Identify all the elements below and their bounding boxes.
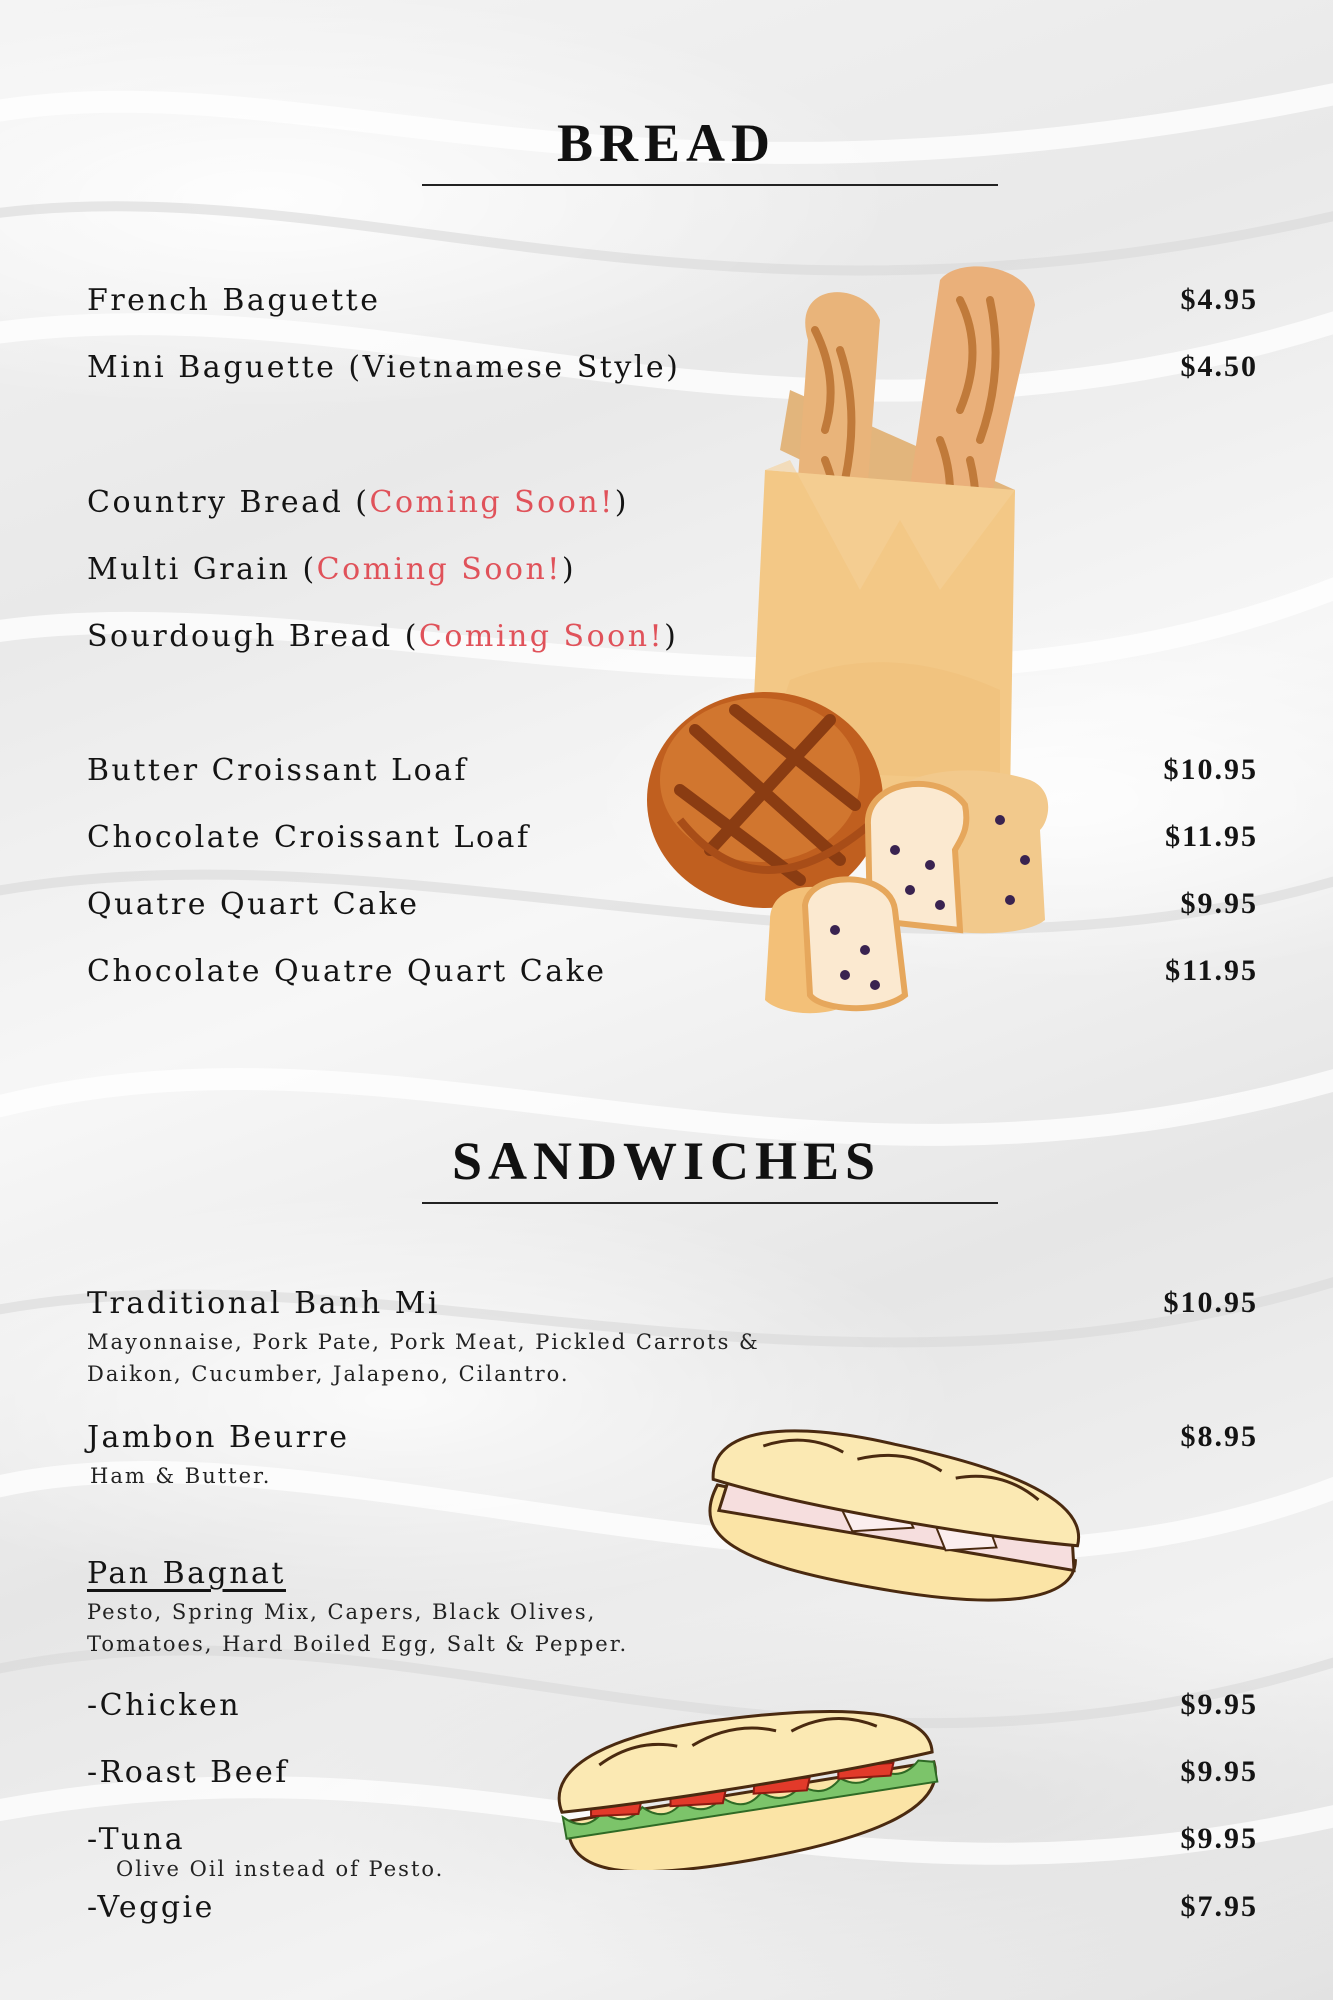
sandwich-option-name: -Chicken xyxy=(87,1688,242,1723)
bread-title-rule xyxy=(422,184,998,186)
bread-item-name: Mini Baguette (Vietnamese Style) xyxy=(87,350,681,385)
sandwich-description: Daikon, Cucumber, Jalapeno, Cilantro. xyxy=(87,1362,570,1386)
bread-illustration xyxy=(640,260,1060,1050)
bread-item-name: Chocolate Croissant Loaf xyxy=(87,820,531,855)
ham-sandwich-illustration xyxy=(685,1425,1105,1605)
bread-item-price: $9.95 xyxy=(1180,887,1258,920)
sandwich-option-price: $9.95 xyxy=(1180,1755,1258,1788)
sandwich-option-note: Olive Oil instead of Pesto. xyxy=(116,1857,445,1881)
bread-item-name: Multi Grain (Coming Soon!) xyxy=(87,552,577,587)
round-loaf-illustration xyxy=(647,692,883,908)
sandwich-name: Jambon Beurre xyxy=(87,1420,350,1455)
bread-item-name: Butter Croissant Loaf xyxy=(87,753,469,788)
bread-item-name: Chocolate Quatre Quart Cake xyxy=(87,954,607,989)
coming-soon-label: Coming Soon! xyxy=(418,619,665,654)
sandwich-price: $10.95 xyxy=(1163,1286,1258,1319)
sandwich-description: Pesto, Spring Mix, Capers, Black Olives, xyxy=(87,1600,597,1624)
sandwiches-section-title: SANDWICHES xyxy=(451,1131,882,1191)
sandwich-option-price: $9.95 xyxy=(1180,1822,1258,1855)
sandwich-option-price: $9.95 xyxy=(1180,1688,1258,1721)
veggie-sandwich-illustration xyxy=(540,1695,950,1870)
sandwich-description: Ham & Butter. xyxy=(90,1464,272,1488)
sandwich-option-price: $7.95 xyxy=(1180,1890,1258,1923)
bread-section-title: BREAD xyxy=(556,113,777,173)
sandwiches-title-rule xyxy=(422,1202,998,1204)
bread-item-name: Quatre Quart Cake xyxy=(87,887,420,922)
bread-item-price: $4.95 xyxy=(1180,283,1258,316)
sandwich-name: Pan Bagnat xyxy=(87,1556,286,1591)
coming-soon-label: Coming Soon! xyxy=(316,552,562,587)
sandwich-name: Traditional Banh Mi xyxy=(87,1286,441,1321)
bread-item-price: $10.95 xyxy=(1163,753,1258,786)
sandwich-description: Mayonnaise, Pork Pate, Pork Meat, Pickled Carrots & xyxy=(87,1330,760,1354)
bread-item-name: Sourdough Bread (Coming Soon!) xyxy=(87,619,679,654)
bread-item-price: $4.50 xyxy=(1180,350,1258,383)
sandwich-option-name: -Tuna xyxy=(87,1822,186,1857)
sandwich-price: $8.95 xyxy=(1180,1420,1258,1453)
sandwich-option-name: -Veggie xyxy=(87,1890,215,1925)
bread-item-price: $11.95 xyxy=(1165,954,1258,987)
bread-item-price: $11.95 xyxy=(1165,820,1258,853)
sandwich-description: Tomatoes, Hard Boiled Egg, Salt & Pepper. xyxy=(87,1632,629,1656)
bread-item-name: Country Bread (Coming Soon!) xyxy=(87,485,629,520)
bread-item-name: French Baguette xyxy=(87,283,381,318)
sandwich-option-name: -Roast Beef xyxy=(87,1755,289,1790)
coming-soon-label: Coming Soon! xyxy=(369,485,615,520)
